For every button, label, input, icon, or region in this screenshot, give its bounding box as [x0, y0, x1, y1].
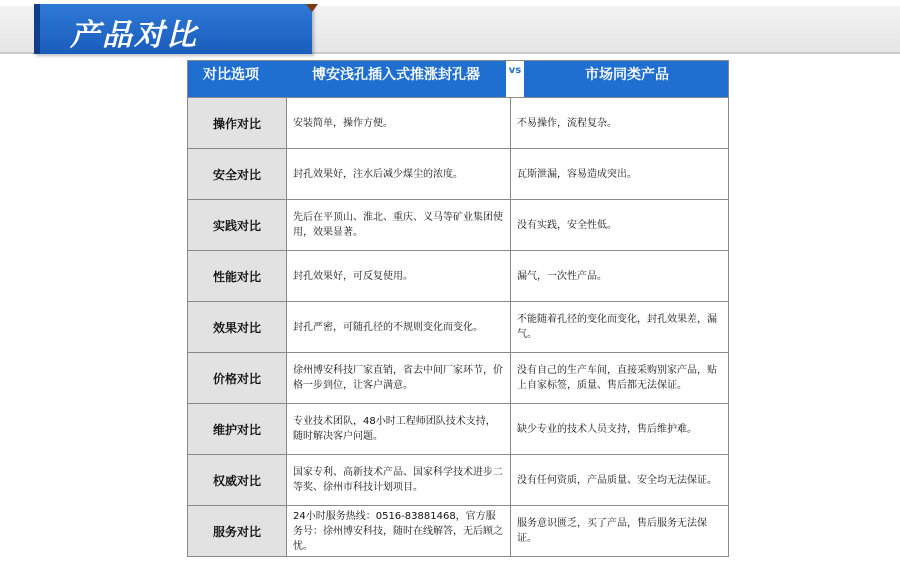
row-label: 价格对比 [188, 353, 287, 403]
header-option: 对比选项 [203, 67, 259, 83]
table-row [187, 149, 729, 200]
page-title: 产品对比 [70, 18, 198, 53]
row-label: 权威对比 [188, 455, 287, 505]
row-competitor: 没有自己的生产车间，直接采购别家产品，贴上自家标签，质量、售后都无法保证。 [517, 365, 717, 391]
row-label: 安全对比 [188, 149, 287, 199]
row-competitor: 缺少专业的技术人员支持，售后维护难。 [517, 423, 697, 435]
row-label: 性能对比 [188, 251, 287, 301]
row-product: 国家专利、高新技术产品、国家科学技术进步二等奖、徐州市科技计划项目。 [287, 455, 511, 505]
table-row [187, 302, 729, 353]
vs-badge [506, 61, 524, 97]
row-competitor: 服务意识匮乏，买了产品，售后服务无法保证。 [517, 518, 707, 544]
row-label: 维护对比 [188, 404, 287, 454]
row-competitor: 没有实践，安全性低。 [517, 219, 617, 231]
table-row [187, 353, 729, 404]
row-label: 服务对比 [188, 506, 287, 556]
table-row [187, 455, 729, 506]
row-competitor: 不能随着孔径的变化而变化，封孔效果差，漏气。 [517, 314, 717, 340]
table-row [187, 98, 729, 149]
table-header [187, 60, 729, 98]
header-competitor: 市场同类产品 [585, 67, 669, 83]
row-label: 效果对比 [188, 302, 287, 352]
row-competitor: 漏气，一次性产品。 [517, 270, 607, 282]
row-competitor: 没有任何资质，产品质量、安全均无法保证。 [517, 474, 717, 486]
row-product: 安装简单，操作方便。 [287, 98, 511, 148]
vs-text: vs [508, 65, 522, 76]
row-product: 徐州博安科技厂家直销，省去中间厂家环节，价格一步到位，让客户满意。 [287, 353, 511, 403]
row-label: 操作对比 [188, 98, 287, 148]
row-product: 24小时服务热线：0516-83881468，官方服务号：徐州博安科技，随时在线解答，无后顾之忧。 [287, 506, 511, 556]
table-row [187, 251, 729, 302]
header-product: 博安浅孔插入式推涨封孔器 [312, 67, 480, 83]
table-row [187, 404, 729, 455]
row-competitor: 瓦斯泄漏，容易造成突出。 [517, 168, 637, 180]
row-product: 封孔效果好，可反复使用。 [287, 251, 511, 301]
row-label: 实践对比 [188, 200, 287, 250]
row-product: 封孔效果好，注水后减少煤尘的浓度。 [287, 149, 511, 199]
table-row [187, 200, 729, 251]
row-competitor: 不易操作，流程复杂。 [517, 117, 617, 129]
comparison-table [187, 60, 729, 557]
header-bar [0, 0, 900, 56]
row-product: 封孔严密，可随孔径的不规则变化而变化。 [287, 302, 511, 352]
row-product: 专业技术团队，48小时工程师团队技术支持，随时解决客户问题。 [287, 404, 511, 454]
row-product: 先后在平顶山、淮北、重庆、义马等矿业集团使用，效果显著。 [287, 200, 511, 250]
table-row [187, 506, 729, 557]
title-marker [306, 4, 318, 12]
